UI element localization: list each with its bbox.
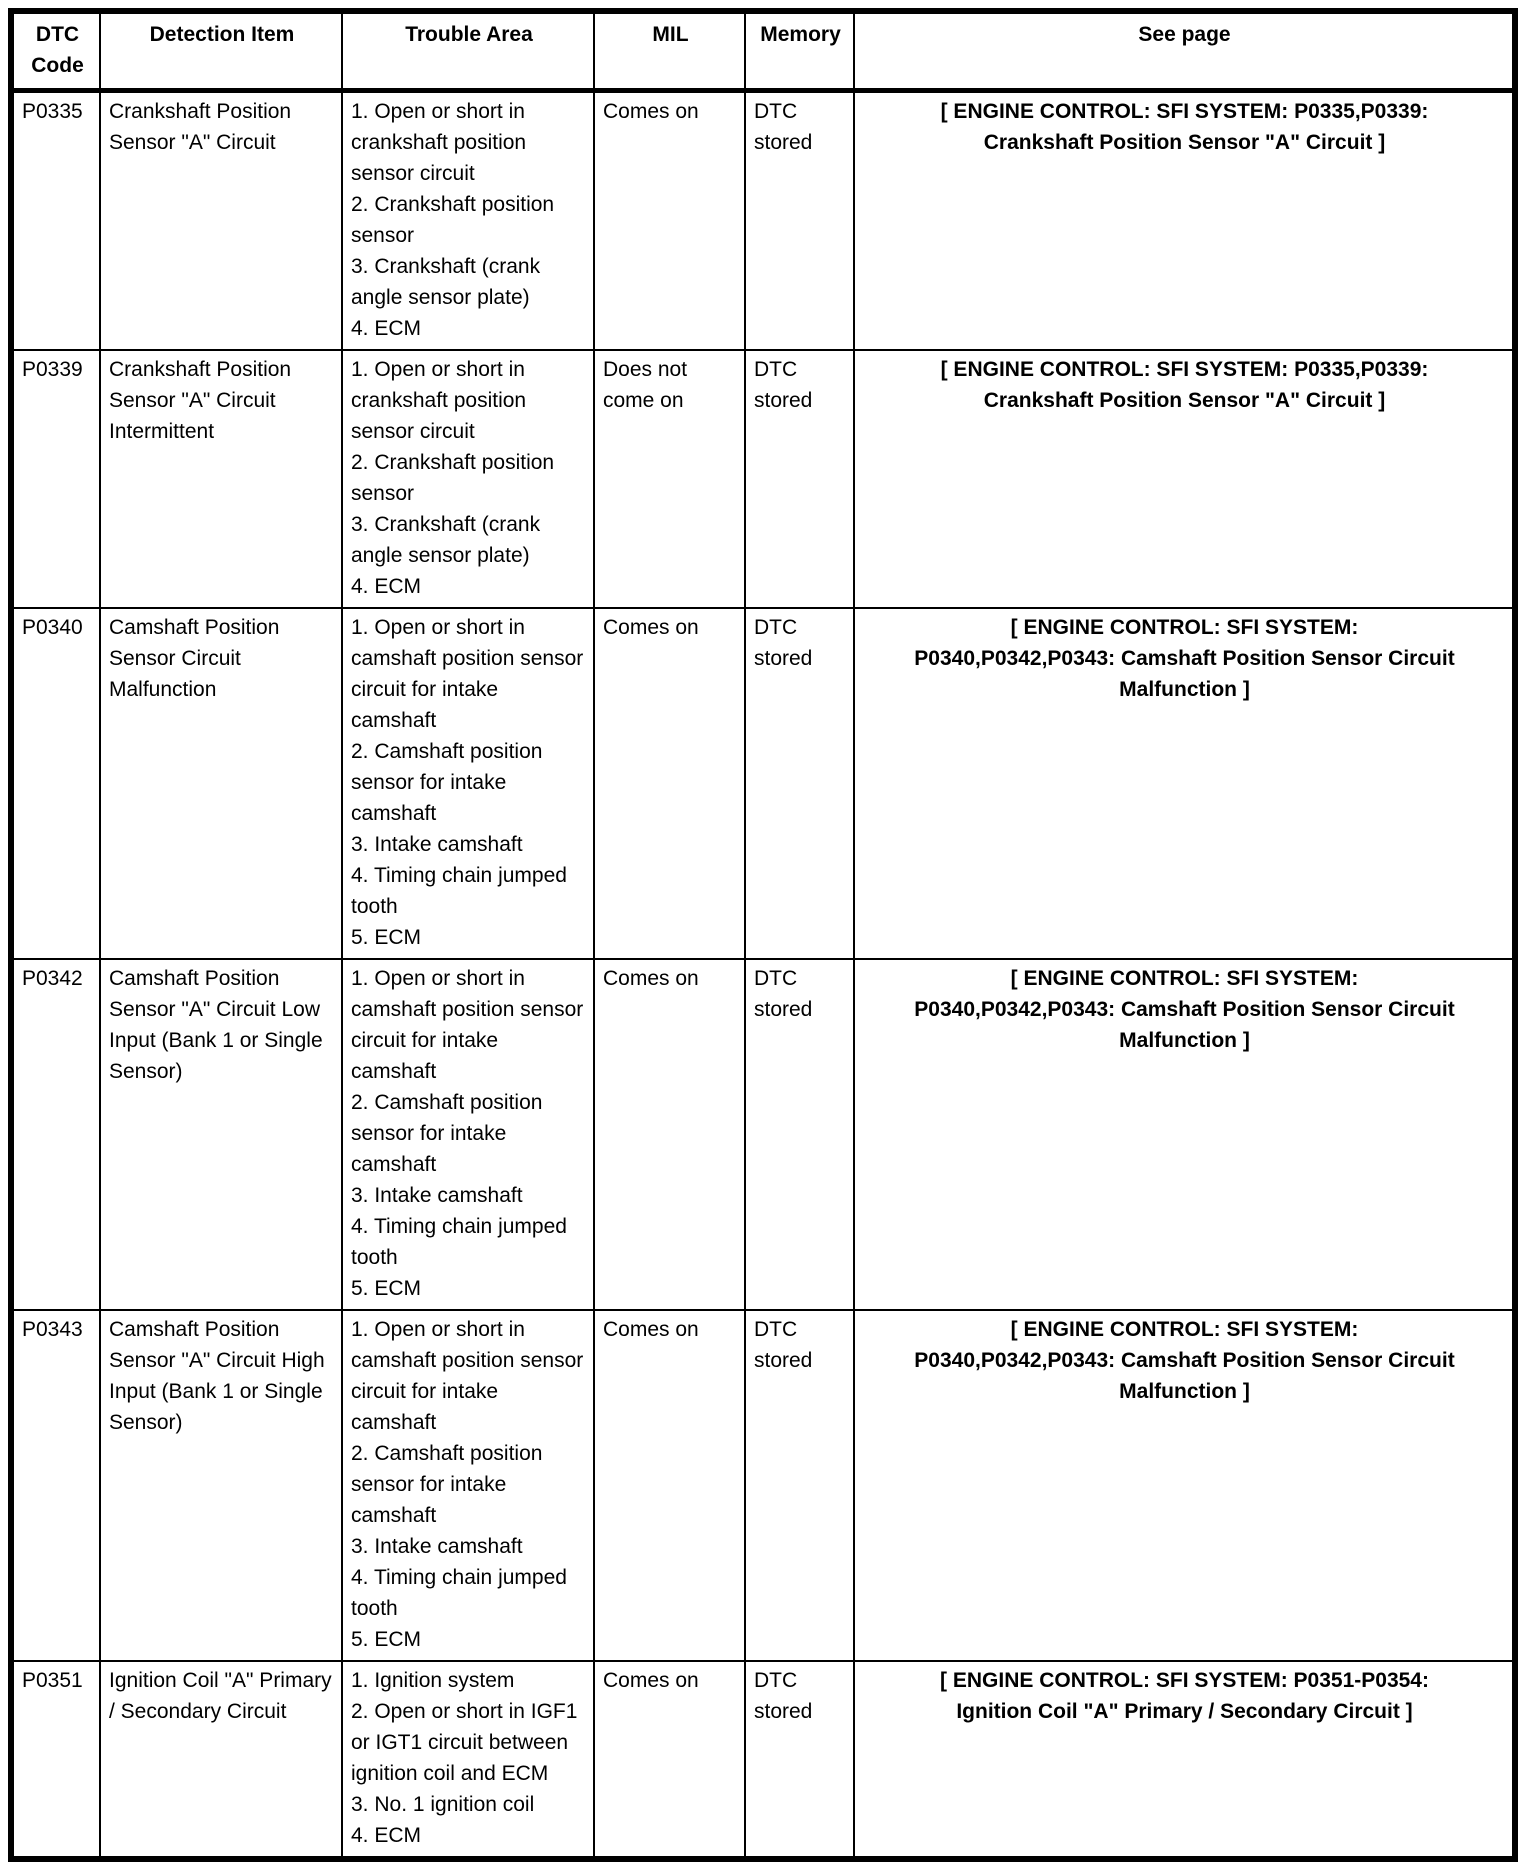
see-page-cell: [ ENGINE CONTROL: SFI SYSTEM: P0340,P0342,P0343: Camshaft Position Sensor Circuit Malfunction ] (854, 959, 1515, 1310)
column-header-memory: Memory (745, 11, 854, 91)
see-page-cell: [ ENGINE CONTROL: SFI SYSTEM: P0340,P0342,P0343: Camshaft Position Sensor Circuit Malfunction ] (854, 608, 1515, 959)
memory-cell: DTC stored (745, 1661, 854, 1859)
detection-item-cell: Crankshaft Position Sensor "A" Circuit Intermittent (100, 350, 342, 608)
column-header-dtc-code: DTC Code (11, 11, 100, 91)
dtc-code-cell: P0351 (11, 1661, 100, 1859)
detection-item-cell: Crankshaft Position Sensor "A" Circuit (100, 91, 342, 351)
table-row (11, 91, 1515, 351)
trouble-area-cell: 1. Open or short in camshaft position sensor circuit for intake camshaft 2. Camshaft position sensor for intake camshaft 3. Intake camshaft 4. Timing chain jumped tooth 5. ECM (342, 959, 594, 1310)
dtc-table (8, 8, 1518, 1862)
mil-cell: Comes on (594, 1661, 745, 1859)
see-page-cell: [ ENGINE CONTROL: SFI SYSTEM: P0335,P0339: Crankshaft Position Sensor "A" Circuit ] (854, 350, 1515, 608)
table-row (11, 1661, 1515, 1859)
see-page-cell: [ ENGINE CONTROL: SFI SYSTEM: P0340,P0342,P0343: Camshaft Position Sensor Circuit Malfunction ] (854, 1310, 1515, 1661)
trouble-area-cell: 1. Open or short in camshaft position sensor circuit for intake camshaft 2. Camshaft position sensor for intake camshaft 3. Intake camshaft 4. Timing chain jumped tooth 5. ECM (342, 608, 594, 959)
memory-cell: DTC stored (745, 1310, 854, 1661)
table-row (11, 959, 1515, 1310)
see-page-cell: [ ENGINE CONTROL: SFI SYSTEM: P0335,P0339: Crankshaft Position Sensor "A" Circuit ] (854, 91, 1515, 351)
see-page-cell: [ ENGINE CONTROL: SFI SYSTEM: P0351-P0354: Ignition Coil "A" Primary / Secondary Circuit ] (854, 1661, 1515, 1859)
dtc-code-cell: P0339 (11, 350, 100, 608)
trouble-area-cell: 1. Ignition system 2. Open or short in IGF1 or IGT1 circuit between ignition coil and ECM 3. No. 1 ignition coil 4. ECM (342, 1661, 594, 1859)
mil-cell: Comes on (594, 1310, 745, 1661)
mil-cell: Comes on (594, 608, 745, 959)
dtc-code-cell: P0340 (11, 608, 100, 959)
table-row (11, 350, 1515, 608)
column-header-mil: MIL (594, 11, 745, 91)
trouble-area-cell: 1. Open or short in crankshaft position sensor circuit 2. Crankshaft position sensor 3. Crankshaft (crank angle sensor plate) 4. ECM (342, 91, 594, 351)
detection-item-cell: Camshaft Position Sensor "A" Circuit Low Input (Bank 1 or Single Sensor) (100, 959, 342, 1310)
column-header-see-page: See page (854, 11, 1515, 91)
mil-cell: Comes on (594, 959, 745, 1310)
table-row (11, 1310, 1515, 1661)
memory-cell: DTC stored (745, 91, 854, 351)
mil-cell: Does not come on (594, 350, 745, 608)
detection-item-cell: Camshaft Position Sensor Circuit Malfunction (100, 608, 342, 959)
memory-cell: DTC stored (745, 350, 854, 608)
dtc-code-cell: P0335 (11, 91, 100, 351)
column-header-trouble-area: Trouble Area (342, 11, 594, 91)
dtc-code-cell: P0343 (11, 1310, 100, 1661)
trouble-area-cell: 1. Open or short in crankshaft position sensor circuit 2. Crankshaft position sensor 3. Crankshaft (crank angle sensor plate) 4. ECM (342, 350, 594, 608)
table-body (11, 91, 1515, 1860)
detection-item-cell: Camshaft Position Sensor "A" Circuit High Input (Bank 1 or Single Sensor) (100, 1310, 342, 1661)
dtc-code-cell: P0342 (11, 959, 100, 1310)
detection-item-cell: Ignition Coil "A" Primary / Secondary Circuit (100, 1661, 342, 1859)
column-header-detection-item: Detection Item (100, 11, 342, 91)
memory-cell: DTC stored (745, 608, 854, 959)
mil-cell: Comes on (594, 91, 745, 351)
memory-cell: DTC stored (745, 959, 854, 1310)
table-row (11, 608, 1515, 959)
table-header-row (11, 11, 1515, 91)
trouble-area-cell: 1. Open or short in camshaft position sensor circuit for intake camshaft 2. Camshaft position sensor for intake camshaft 3. Intake camshaft 4. Timing chain jumped tooth 5. ECM (342, 1310, 594, 1661)
